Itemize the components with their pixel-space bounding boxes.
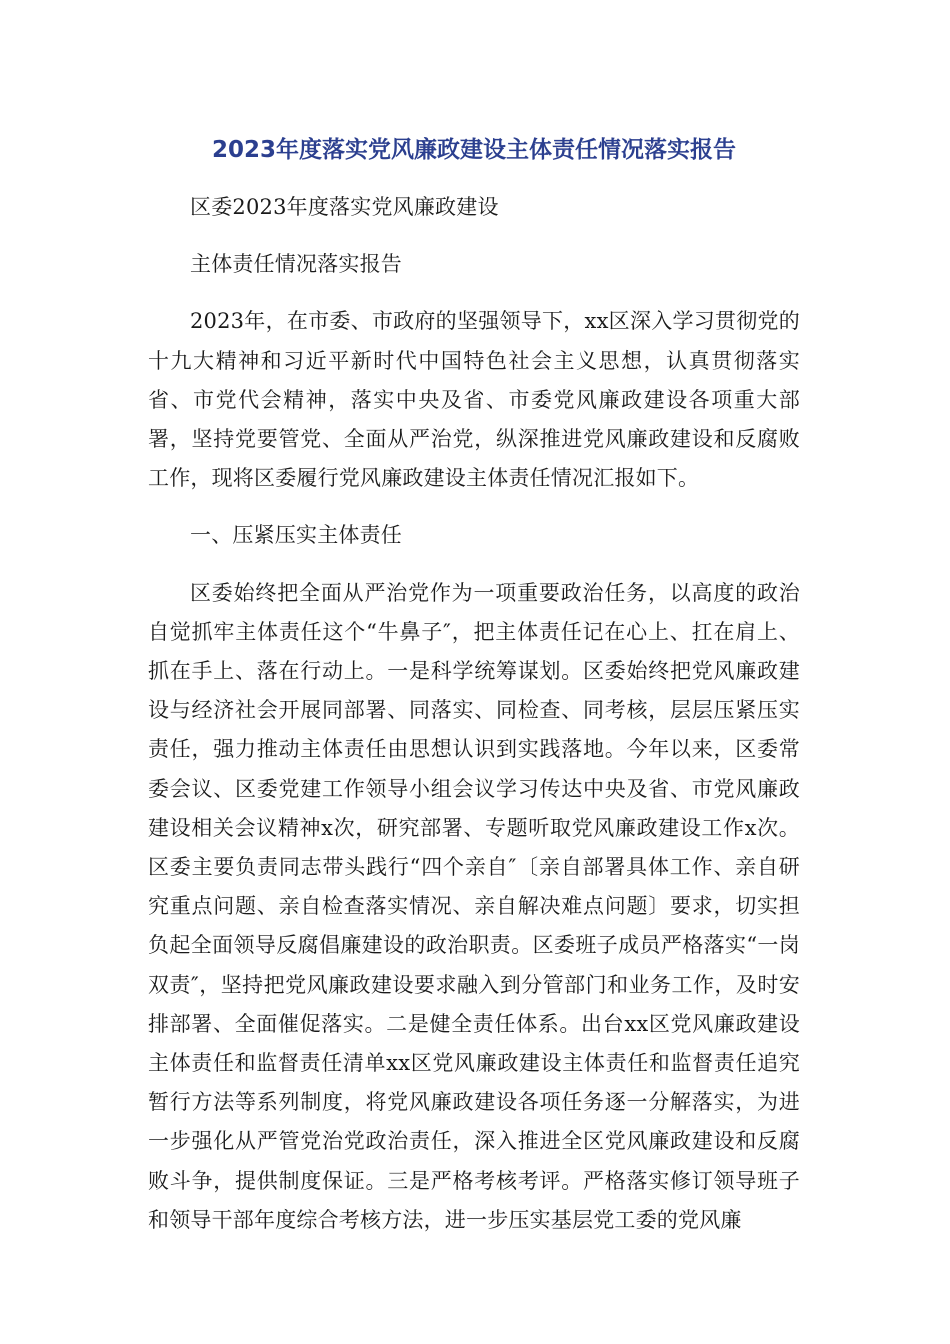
subtitle-line-2: 主体责任情况落实报告 [190, 252, 402, 277]
intro-paragraph: 2023年，在市委、市政府的坚强领导下，xx区深入学习贯彻党的十九大精神和习近平新时代中国特色社会主义思想，认真贯彻落实省、市党代会精神，落实中央及省、市委党风廉政建设各项重大部署，坚持党要管党、全面从严治党，纵深推进党风廉政建设和反腐败工作，现将区委履行党风廉政建设主体责任情况汇报如下。 [148, 309, 800, 491]
document-title: 2023年度落实党风廉政建设主体责任情况落实报告 [211, 137, 736, 163]
section-1-heading: 一、压紧压实主体责任 [190, 523, 402, 548]
subtitle-line-1: 区委2023年度落实党风廉政建设 [190, 195, 499, 219]
section-1-body: 区委始终把全面从严治党作为一项重要政治任务，以高度的政治自觉抓牢主体责任这个“牛鼻子″，把主体责任记在心上、扛在肩上、抓在手上、落在行动上。一是科学统筹谋划。区委始终把党风廉政建设与经济社会开展同部署、同落实、同检查、同考核，层层压紧压实责任，强力推动主体责任由思想认识到实践落地。今年以来，区委常委会议、区委党建工作领导小组会议学习传达中央及省、市党风廉政建设相关会议精神x次，研究部署、专题听取党风廉政建设工作x次。区委主要负责同志带头践行“四个亲自″〔亲自部署具体工作、亲自研究重点问题、亲自检查落实情况、亲自解决难点问题〕要求，切实担负起全面领导反腐倡廉建设的政治职责。区委班子成员严格落实“一岗双责″，坚持把党风廉政建设要求融入到分管部门和业务工作，及时安排部署、全面催促落实。二是健全责任体系。出台xx区党风廉政建设主体责任和监督责任清单xx区党风廉政建设主体责任和监督责任追究暂行方法等系列制度，将党风廉政建设各项任务逐一分解落实，为进一步强化从严管党治党政治责任，深入推进全区党风廉政建设和反腐败斗争，提供制度保证。三是严格考核考评。严格落实修订领导班子和领导干部年度综合考核方法，进一步压实基层党工委的党风廉 [148, 580, 800, 1232]
